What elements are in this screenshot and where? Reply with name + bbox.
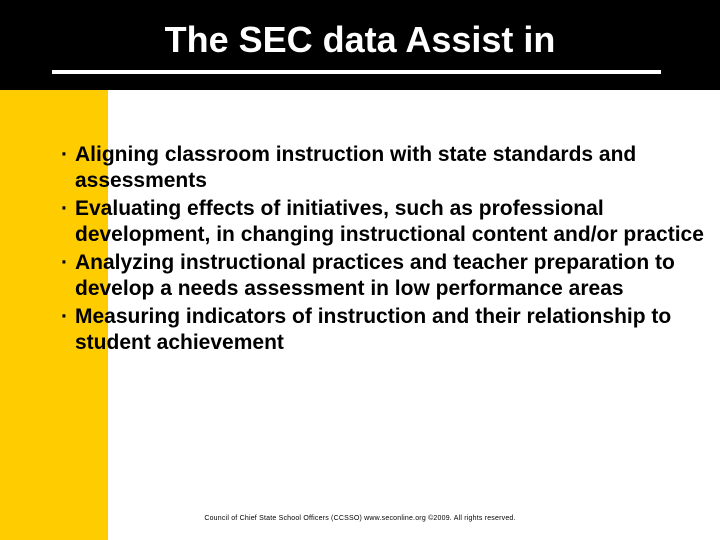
bullet-list bbox=[47, 142, 707, 356]
bullet-text: Measuring indicators of instruction and their relationship to student achievement bbox=[75, 305, 672, 354]
bullet-item bbox=[47, 250, 707, 302]
bullet-dot-icon: · bbox=[61, 197, 68, 220]
bullet-item bbox=[47, 304, 707, 356]
slide-title: The SEC data Assist in bbox=[164, 19, 556, 60]
slide-body bbox=[47, 142, 707, 358]
bullet-dot-icon: · bbox=[61, 251, 68, 274]
bullet-text: Analyzing instructional practices and teacher preparation to develop a needs assessment in low performance areas bbox=[75, 251, 675, 300]
bullet-dot-icon: · bbox=[61, 305, 68, 328]
title-underline bbox=[52, 70, 661, 74]
bullet-dot-icon: · bbox=[61, 143, 68, 166]
bullet-text: Evaluating effects of initiatives, such as professional development, in changing instructional content and/or practice bbox=[75, 197, 704, 246]
copyright-footer: Council of Chief State School Officers (CCSSO) www.seconline.org ©2009. All rights reserved. bbox=[204, 515, 516, 522]
bullet-item bbox=[47, 196, 707, 248]
bullet-text: Aligning classroom instruction with state standards and assessments bbox=[75, 143, 637, 192]
bullet-item bbox=[47, 142, 707, 194]
